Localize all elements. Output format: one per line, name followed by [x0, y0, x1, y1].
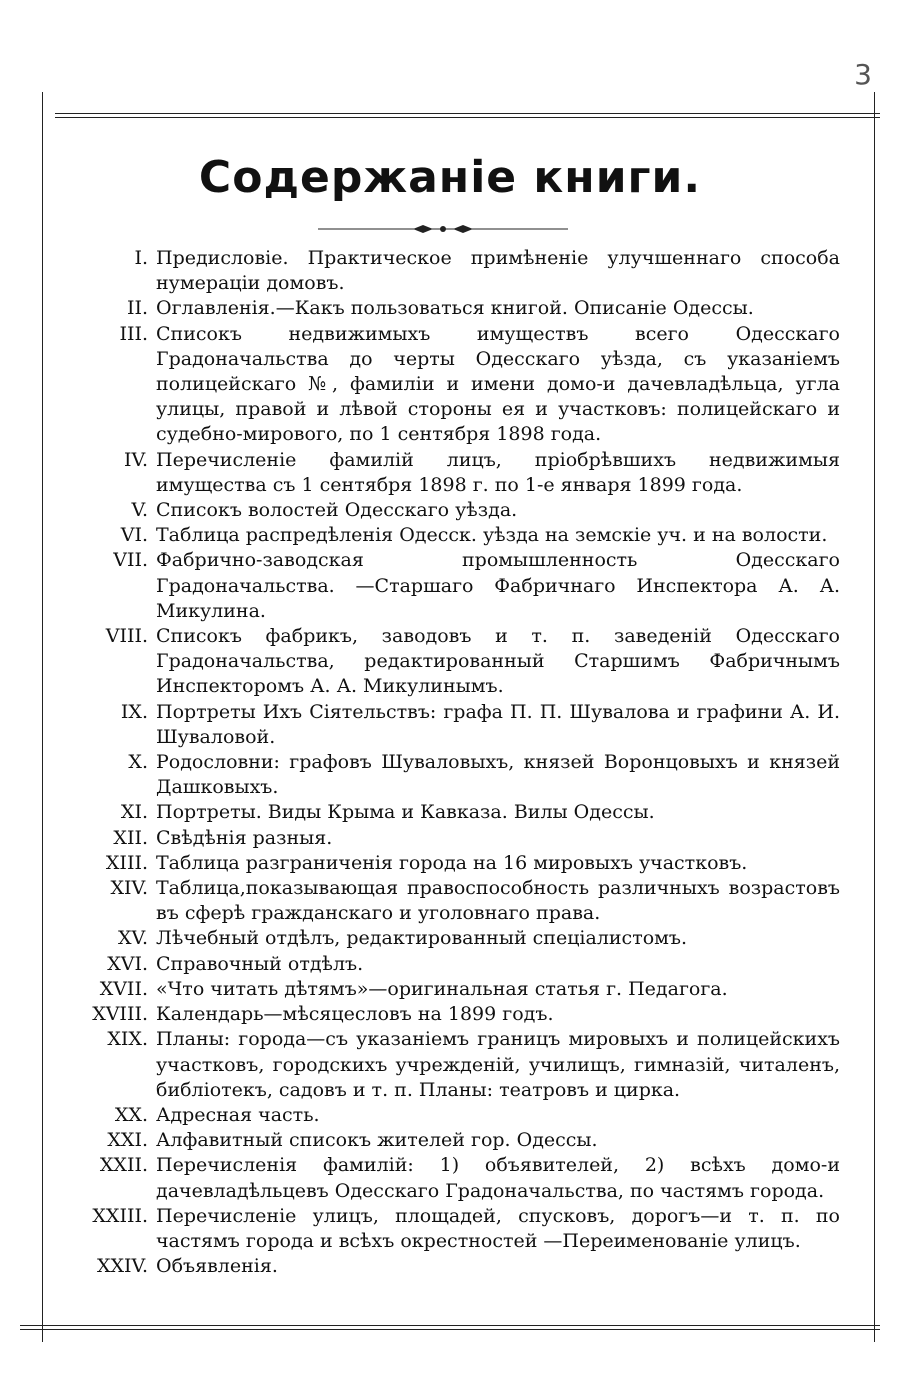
- toc-entry-number: XII.: [113, 826, 148, 849]
- top-rule: [55, 113, 880, 118]
- toc-entry-text: Свѣдѣнія разныя.: [156, 826, 333, 849]
- toc-entry-text: Лѣчебный отдѣлъ, редактированный спеціалистомъ.: [156, 927, 688, 950]
- toc-entry-text: Планы: города—съ указаніемъ границъ мировыхъ и полицейскихъ участковъ, городскихъ учрежденій, училищъ, гимназій, читаленъ, библіотекъ, садовъ и т. п. Планы: театровъ и цирка.: [156, 1028, 840, 1101]
- toc-entry-text: Таблица распредѣленія Одесск. уѣзда на земскіе уч. и на волости.: [156, 524, 828, 547]
- toc-entry-text: Предисловіе. Практическое примѣненіе улучшеннаго способа нумераціи домовъ.: [156, 247, 840, 295]
- toc-entry-text: Списокъ волостей Одесскаго уѣзда.: [156, 499, 518, 522]
- toc-entry-number: XI.: [120, 801, 148, 824]
- toc-entry-text: Фабрично-заводская промышленность Одесскаго Градоначальства. —Старшаго Фабричнаго Инспектора А. А. Микулина.: [156, 549, 840, 622]
- toc-entry-number: XXIV.: [97, 1255, 148, 1278]
- page-number: 3: [854, 58, 872, 91]
- toc-entry-number: I.: [134, 247, 148, 269]
- toc-entry: [60, 1103, 840, 1128]
- toc-entry-number: XIII.: [105, 851, 148, 874]
- toc-entry-text: Родословни: графовъ Шуваловыхъ, князей Воронцовыхъ и князей Дашковыхъ.: [156, 751, 840, 799]
- toc-entry: [60, 926, 840, 951]
- toc-entry-text: Перечисленія фамилій: 1) объявителей, 2) всѣхъ домо-и дачевладѣльцевъ Одесскаго Градоначальства, по частямъ города.: [156, 1154, 840, 1202]
- toc-entry-number: X.: [128, 751, 148, 774]
- toc-entry-text: Справочный отдѣлъ.: [156, 952, 364, 975]
- toc-entry: [60, 1002, 840, 1027]
- toc-entry-number: XIV.: [110, 877, 148, 900]
- toc-entry: [60, 322, 840, 448]
- toc-entry: [60, 977, 840, 1002]
- toc-entry-text: Перечисленіе улицъ, площадей, спусковъ, дорогъ—и т. п. по частямъ города и всѣхъ окрестностей —Переименованіе улицъ.: [156, 1204, 840, 1252]
- toc-entry: [60, 1027, 840, 1103]
- toc-entry-number: II.: [126, 297, 148, 320]
- toc-entry: [60, 498, 840, 523]
- toc-entry-text: Списокъ недвижимыхъ имуществъ всего Одесскаго Градоначальства до черты Одесскаго уѣзда, съ указаніемъ полицейскаго №, фамиліи и имени домо-и дачевладѣльца, угла улицы, правой и лѣвой стороны ея и участковъ: полицейскаго и судебно-мирового, по 1 сентября 1898 года.: [156, 322, 840, 446]
- toc-entry-text: Таблица разграниченія города на 16 мировыхъ участковъ.: [156, 851, 748, 874]
- toc-entry-number: VII.: [113, 549, 148, 572]
- toc-entry: [60, 1204, 840, 1254]
- bottom-rule: [20, 1325, 880, 1330]
- toc-entry: [60, 800, 840, 825]
- toc-entry-number: XX.: [114, 1103, 148, 1126]
- toc-entry: [60, 448, 840, 498]
- toc-entry: [60, 876, 840, 926]
- frame-right-line: [874, 92, 875, 1342]
- toc-entry-number: XIX.: [107, 1028, 148, 1051]
- toc-entry-text: Календарь—мѣсяцесловъ на 1899 годъ.: [156, 1003, 554, 1026]
- toc-entry: [60, 1254, 840, 1279]
- toc-entry-text: Портреты Ихъ Сіятельствъ: графа П. П. Шувалова и графини А. И. Шуваловой.: [156, 700, 840, 748]
- toc-entry: [60, 296, 840, 321]
- toc-entry: [60, 952, 840, 977]
- toc-entry-number: XXI.: [107, 1129, 148, 1152]
- table-of-contents: [60, 246, 840, 1279]
- toc-entry-text: Объявленія.: [156, 1255, 278, 1278]
- toc-entry-text: Портреты. Виды Крыма и Кавказа. Вилы Одессы.: [156, 801, 655, 824]
- toc-entry-text: Адресная часть.: [156, 1103, 320, 1126]
- frame-left-line: [42, 92, 43, 1342]
- toc-entry-text: Таблица,показывающая правоспособность различныхъ возрастовъ въ сферѣ гражданскаго и уголовнаго права.: [156, 877, 840, 925]
- toc-entry-text: «Что читать дѣтямъ»—оригинальная статья г. Педагога.: [156, 977, 728, 1000]
- toc-entry: [60, 1153, 840, 1203]
- toc-entry-number: V.: [131, 499, 148, 522]
- toc-entry: [60, 700, 840, 750]
- toc-entry-text: Списокъ фабрикъ, заводовъ и т. п. заведеній Одесскаго Градоначальства, редактированный Старшимъ Фабричнымъ Инспекторомъ А. А. Микулинымъ.: [156, 625, 840, 698]
- toc-entry: [60, 246, 840, 296]
- toc-entry: [60, 826, 840, 851]
- toc-entry-text: Перечисленіе фамилій лицъ, пріобрѣвшихъ недвижимыя имущества съ 1 сентября 1898 г. по 1-е января 1899 года.: [156, 448, 840, 496]
- toc-entry-number: XVIII.: [92, 1003, 148, 1026]
- toc-entry: [60, 548, 840, 624]
- toc-entry-text: Алфавитный списокъ жителей гор. Одессы.: [156, 1129, 598, 1152]
- toc-entry-number: XXIII.: [92, 1204, 148, 1227]
- toc-entry-number: XVI.: [107, 952, 148, 975]
- toc-entry-number: IX.: [120, 700, 148, 723]
- toc-entry: [60, 624, 840, 700]
- toc-entry: [60, 750, 840, 800]
- toc-entry-number: IV.: [124, 448, 148, 471]
- toc-entry-number: VI.: [120, 524, 148, 547]
- page-title: Содержаніе книги.: [198, 152, 702, 203]
- toc-entry: [60, 1128, 840, 1153]
- toc-entry-number: VIII.: [105, 625, 148, 648]
- toc-entry-text: Оглавленія.—Какъ пользоваться книгой. Описаніе Одессы.: [156, 297, 754, 320]
- toc-entry-number: III.: [119, 322, 148, 345]
- toc-entry-number: XV.: [118, 927, 148, 950]
- title-ornament: [318, 224, 568, 234]
- toc-entry: [60, 851, 840, 876]
- toc-entry: [60, 523, 840, 548]
- toc-entry-number: XXII.: [99, 1154, 148, 1177]
- toc-entry-number: XVII.: [99, 977, 148, 1000]
